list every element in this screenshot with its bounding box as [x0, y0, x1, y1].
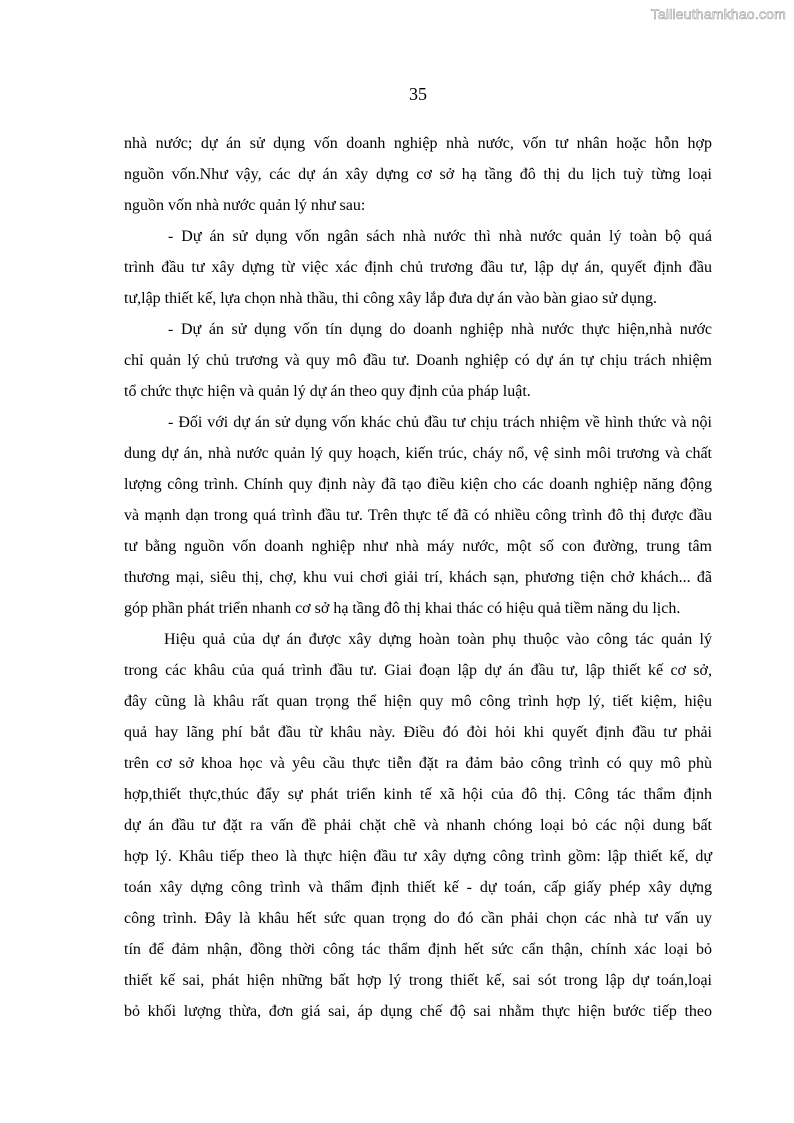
text-line: tư,lập thiết kế, lựa chọn nhà thầu, thi công xây lắp đưa dự án vào bàn giao sử dụng.	[124, 290, 658, 307]
text-line: trình đầu tư xây dựng từ việc xác định chủ trương đầu tư, lập dự án, quyết định đầu	[124, 259, 712, 276]
document-body	[124, 128, 712, 1027]
text-line: - Đối với dự án sử dụng vốn khác chủ đầu tư chịu trách nhiệm về hình thức và nội	[168, 414, 712, 431]
text-line: - Dự án sử dụng vốn ngân sách nhà nước thì nhà nước quản lý toàn bộ quá	[168, 228, 712, 245]
text-line: tư bằng nguồn vốn doanh nghiệp như nhà máy nước, một số con đường, trung tâm	[124, 538, 712, 555]
text-line: thương mại, siêu thị, chợ, khu vui chơi giải trí, khách sạn, phương tiện chở khách... đã	[124, 569, 712, 586]
text-line: đây cũng là khâu rất quan trọng thể hiện quy mô công trình hợp lý, tiết kiệm, hiệu	[124, 693, 712, 710]
text-line: thiết kế sai, phát hiện những bất hợp lý trong thiết kế, sai sót trong lập dự toán,loại	[124, 972, 712, 989]
text-line: lượng công trình. Chính quy định này đã tạo điều kiện cho các doanh nghiệp năng động	[124, 476, 712, 493]
text-line: dự án đầu tư đặt ra vấn đề phải chặt chẽ và nhanh chóng loại bỏ các nội dung bất	[124, 817, 712, 834]
text-line: nhà nước; dự án sử dụng vốn doanh nghiệp nhà nước, vốn tư nhân hoặc hỗn hợp	[124, 135, 712, 152]
page-number: 35	[409, 84, 427, 104]
watermark-text: Tailieuthamkhao.com	[650, 6, 786, 22]
text-line: hợp lý. Khâu tiếp theo là thực hiện đầu tư xây dựng công trình gồm: lập thiết kế, dự	[124, 848, 712, 865]
text-line: nguồn vốn.Như vậy, các dự án xây dựng cơ sở hạ tầng đô thị du lịch tuỳ từng loại	[124, 166, 712, 183]
text-line: - Dự án sử dụng vốn tín dụng do doanh nghiệp nhà nước thực hiện,nhà nước	[168, 321, 712, 338]
text-line: tín để đảm nhận, đồng thời công tác thẩm định hết sức cẩn thận, chính xác loại bỏ	[124, 941, 712, 958]
text-line: chỉ quản lý chủ trương và quy mô đầu tư. Doanh nghiệp có dự án tự chịu trách nhiệm	[124, 352, 712, 369]
text-line: trên cơ sở khoa học và yêu cầu thực tiễn đặt ra đảm bảo công trình có quy mô phù	[124, 755, 712, 772]
text-line: công trình. Đây là khâu hết sức quan trọng do đó cần phải chọn các nhà tư vấn uy	[124, 910, 712, 927]
text-line: và mạnh dạn trong quá trình đầu tư. Trên thực tế đã có nhiều công trình đô thị được đầu	[124, 507, 712, 524]
text-line: nguồn vốn nhà nước quản lý như sau:	[124, 197, 366, 214]
text-line: hợp,thiết thực,thúc đẩy sự phát triển kinh tế xã hội của đô thị. Công tác thẩm định	[124, 786, 712, 803]
text-line: Hiệu quả của dự án được xây dựng hoàn toàn phụ thuộc vào công tác quản lý	[164, 631, 712, 648]
text-line: trong các khâu của quá trình đầu tư. Giai đoạn lập dự án đầu tư, lập thiết kế cơ sở,	[124, 662, 712, 679]
text-line: dung dự án, nhà nước quản lý quy hoạch, kiến trúc, cháy nổ, vệ sinh môi trương và chất	[124, 445, 712, 462]
text-line: quả hay lãng phí bắt đầu từ khâu này. Điều đó đòi hỏi khi quyết định đầu tư phải	[124, 724, 712, 741]
text-line: bỏ khối lượng thừa, đơn giá sai, áp dụng chế độ sai nhằm thực hiện bước tiếp theo	[124, 1003, 712, 1020]
text-line: tổ chức thực hiện và quản lý dự án theo quy định của pháp luật.	[124, 383, 531, 400]
text-line: toán xây dựng công trình và thẩm định thiết kế - dự toán, cấp giấy phép xây dựng	[124, 879, 712, 896]
text-line: góp phần phát triển nhanh cơ sở hạ tầng đô thị khai thác có hiệu quả tiềm năng du lịch.	[124, 600, 681, 617]
